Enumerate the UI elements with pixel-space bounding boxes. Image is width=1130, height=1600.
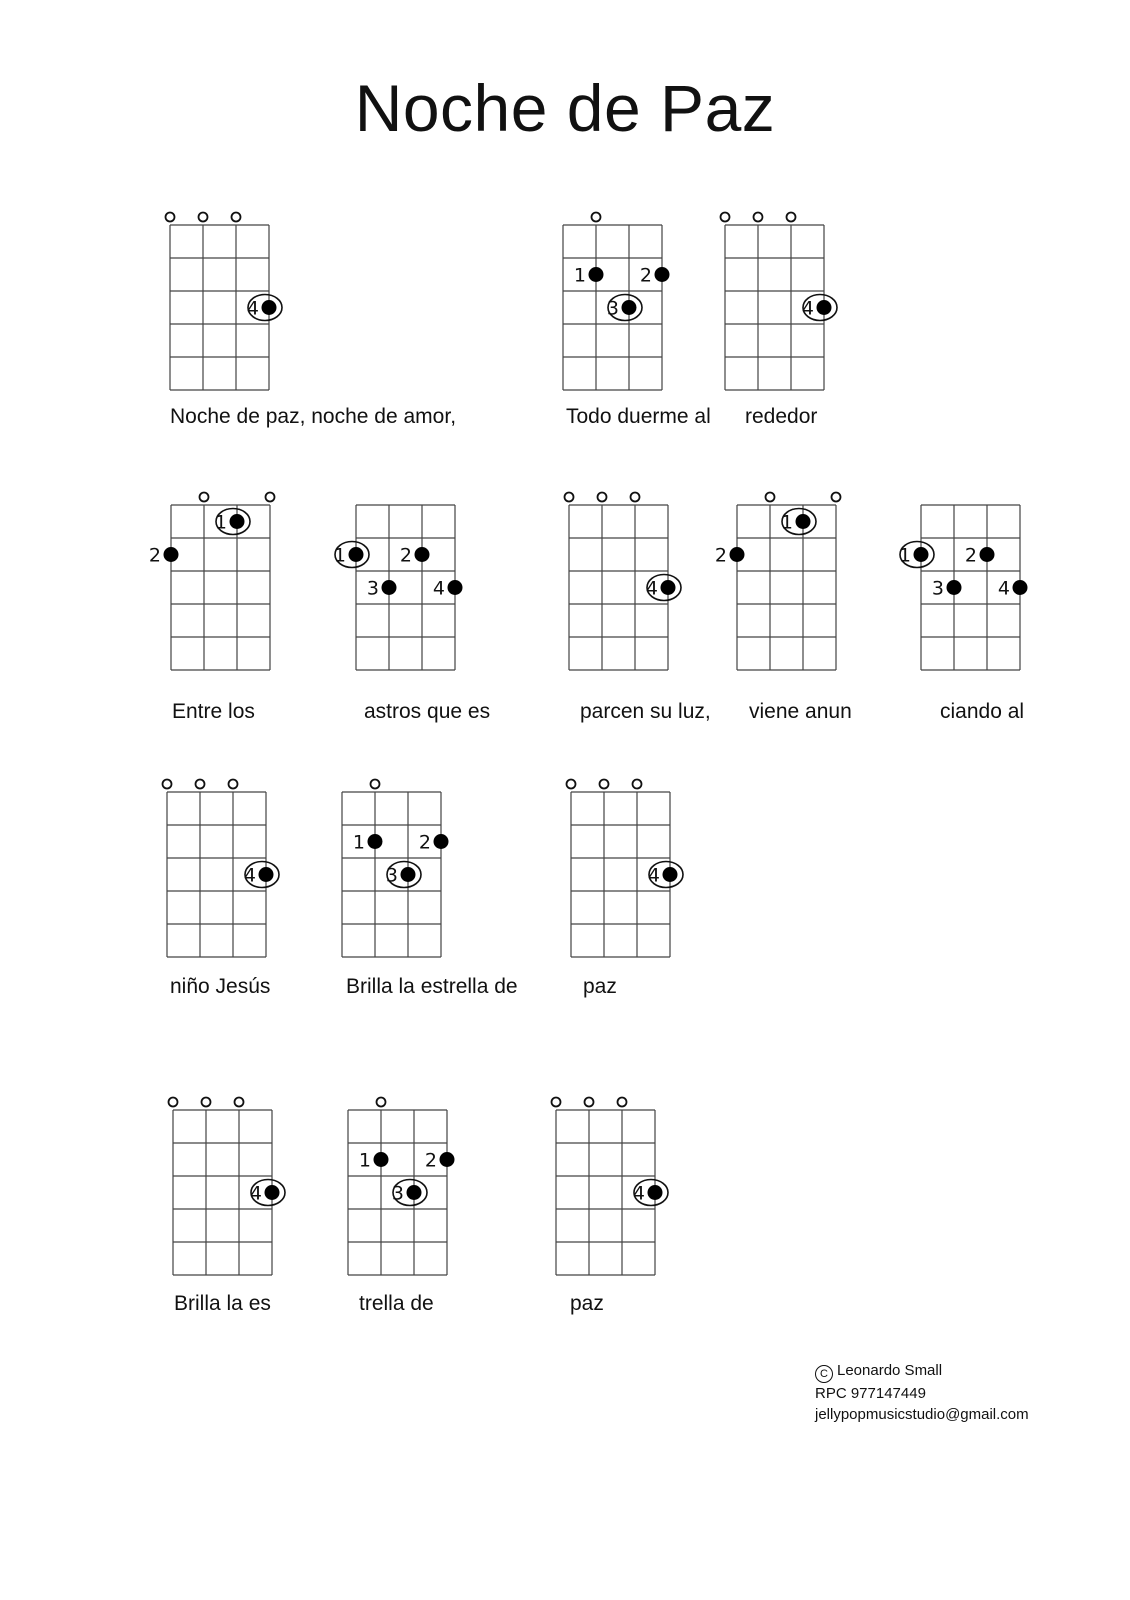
finger-number: 4 (243, 864, 256, 887)
finger-number: 3 (391, 1182, 404, 1205)
finger-dot (622, 300, 637, 315)
finger-number: 3 (606, 297, 619, 320)
finger-number: 3 (385, 864, 398, 887)
chord-diagram (553, 205, 703, 405)
finger-dot (407, 1185, 422, 1200)
chord-diagram (559, 485, 709, 685)
open-string-marker (721, 213, 730, 222)
chord-diagram (157, 772, 307, 972)
open-string-marker (377, 1098, 386, 1107)
finger-dot (1013, 580, 1028, 595)
finger-dot (230, 514, 245, 529)
finger-number: 4 (997, 577, 1010, 600)
lyric-text: astros que es (364, 700, 491, 723)
finger-number: 2 (424, 1149, 437, 1172)
open-string-marker (585, 1098, 594, 1107)
finger-dot (434, 834, 449, 849)
finger-dot (448, 580, 463, 595)
credits-rpc: RPC 977147449 (815, 1385, 926, 1402)
finger-dot (796, 514, 811, 529)
finger-number: 1 (333, 544, 346, 567)
open-string-marker (633, 780, 642, 789)
finger-dot (980, 547, 995, 562)
open-string-marker (618, 1098, 627, 1107)
open-string-marker (552, 1098, 561, 1107)
finger-number: 2 (399, 544, 412, 567)
finger-number: 2 (964, 544, 977, 567)
page-title: Noche de Paz (354, 71, 776, 145)
finger-number: 4 (645, 577, 658, 600)
open-string-marker (202, 1098, 211, 1107)
finger-dot (374, 1152, 389, 1167)
finger-dot (655, 267, 670, 282)
copyright-icon: C (815, 1365, 833, 1383)
open-string-marker (266, 493, 275, 502)
lyric-text: Todo duerme al (566, 405, 711, 428)
finger-number: 3 (931, 577, 944, 600)
finger-number: 4 (432, 577, 445, 600)
finger-number: 4 (249, 1182, 262, 1205)
open-string-marker (832, 493, 841, 502)
finger-number: 1 (898, 544, 911, 567)
credits-author-line (815, 1360, 1029, 1383)
finger-dot (817, 300, 832, 315)
chord-diagram (148, 485, 311, 685)
open-string-marker (600, 780, 609, 789)
lyric-text: parcen su luz, (580, 700, 711, 723)
finger-number: 1 (358, 1149, 371, 1172)
finger-dot (262, 300, 277, 315)
finger-number: 4 (801, 297, 814, 320)
lyric-text: Brilla la estrella de (346, 975, 518, 998)
open-string-marker (163, 780, 172, 789)
chord-diagram (546, 1090, 696, 1290)
finger-number: 1 (573, 264, 586, 287)
chord-diagram (898, 485, 1061, 685)
finger-dot (164, 547, 179, 562)
finger-number: 2 (418, 831, 431, 854)
open-string-marker (169, 1098, 178, 1107)
chord-diagram (714, 485, 877, 685)
open-string-marker (592, 213, 601, 222)
open-string-marker (371, 780, 380, 789)
open-string-marker (754, 213, 763, 222)
chord-diagram (163, 1090, 313, 1290)
chord-diagram (338, 1090, 488, 1290)
finger-dot (914, 547, 929, 562)
open-string-marker (232, 213, 241, 222)
lyric-text: paz (583, 975, 617, 998)
chord-diagram (715, 205, 865, 405)
finger-number: 1 (780, 511, 793, 534)
finger-number: 2 (639, 264, 652, 287)
finger-number: 2 (714, 544, 727, 567)
lyric-text: Noche de paz, noche de amor, (170, 405, 457, 428)
lyric-text: trella de (359, 1292, 434, 1315)
finger-number: 1 (352, 831, 365, 854)
open-string-marker (787, 213, 796, 222)
finger-dot (730, 547, 745, 562)
credits-email: jellypopmusicstudio@gmail.com (815, 1406, 1029, 1423)
open-string-marker (166, 213, 175, 222)
finger-dot (663, 867, 678, 882)
finger-number: 2 (148, 544, 161, 567)
finger-dot (947, 580, 962, 595)
lyric-text: niño Jesús (170, 975, 271, 998)
finger-dot (368, 834, 383, 849)
open-string-marker (567, 780, 576, 789)
lyric-text: ciando al (940, 700, 1025, 723)
finger-dot (349, 547, 364, 562)
credits-author: Leonardo Small (837, 1362, 943, 1379)
chord-diagram (561, 772, 711, 972)
credits-block (815, 1360, 1029, 1425)
finger-dot (382, 580, 397, 595)
open-string-marker (235, 1098, 244, 1107)
lyric-text: rededor (745, 405, 818, 428)
open-string-marker (196, 780, 205, 789)
finger-dot (648, 1185, 663, 1200)
chord-diagram (332, 772, 482, 972)
lyric-text: Brilla la es (174, 1292, 271, 1315)
open-string-marker (199, 213, 208, 222)
open-string-marker (200, 493, 209, 502)
chord-diagram (160, 205, 310, 405)
finger-number: 4 (632, 1182, 645, 1205)
finger-number: 4 (647, 864, 660, 887)
finger-number: 1 (214, 511, 227, 534)
finger-dot (661, 580, 676, 595)
finger-dot (415, 547, 430, 562)
lyric-text: paz (570, 1292, 604, 1315)
open-string-marker (631, 493, 640, 502)
finger-number: 3 (366, 577, 379, 600)
finger-number: 4 (246, 297, 259, 320)
open-string-marker (229, 780, 238, 789)
lyric-text: Entre los (172, 700, 255, 723)
open-string-marker (766, 493, 775, 502)
finger-dot (440, 1152, 455, 1167)
finger-dot (259, 867, 274, 882)
chord-diagram (333, 485, 496, 685)
finger-dot (401, 867, 416, 882)
finger-dot (265, 1185, 280, 1200)
lyric-text: viene anun (749, 700, 852, 723)
open-string-marker (565, 493, 574, 502)
finger-dot (589, 267, 604, 282)
open-string-marker (598, 493, 607, 502)
